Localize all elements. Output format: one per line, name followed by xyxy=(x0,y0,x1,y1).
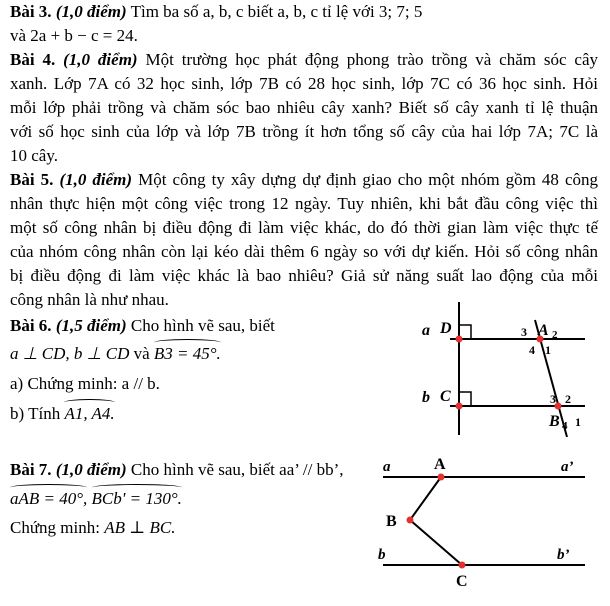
bai3-points: (1,0 điểm) xyxy=(55,2,127,21)
bai6-points: (1,5 điểm) xyxy=(55,316,127,335)
point-c xyxy=(456,403,463,410)
bai3-line1 xyxy=(10,0,422,24)
bai7-prove-label: Chứng minh: xyxy=(10,518,100,537)
bai7-prove xyxy=(10,516,175,540)
fig6-num-3-top: 3 xyxy=(521,325,527,339)
fig6-num-2-bot: 2 xyxy=(565,392,571,406)
bai3-line2 xyxy=(10,24,138,48)
bai4-points: (1,0 điểm) xyxy=(63,50,138,69)
bai5-line4: của nhóm công nhân còn lại kéo dài thêm 6 ngày so với dự kiến. Hỏi số công nhân xyxy=(10,242,598,261)
fig6-label-c: C xyxy=(440,388,451,405)
fig6-label-B: B xyxy=(549,413,560,430)
bai7-angle-bcb: BCb' = 130°. xyxy=(92,487,182,511)
bai7-points: (1,0 điểm) xyxy=(55,460,127,479)
fig7-label-B: B xyxy=(386,513,397,530)
point-b xyxy=(407,517,414,524)
fig7-label-a-prime: a’ xyxy=(561,459,574,475)
point-a xyxy=(438,474,445,481)
bai4-line3: mỗi lớp phải trồng và chăm sóc bao nhiêu cây xanh? Biết số cây xanh tỉ lệ thuận xyxy=(10,98,598,117)
bai7-angle-aab: aAB = 40°, xyxy=(10,487,87,511)
bai5-line1 xyxy=(10,168,598,192)
bai4-label: Bài 4. xyxy=(10,50,56,69)
bai6-intro: Cho hình vẽ sau, biết xyxy=(130,316,275,335)
fig6-label-a: a xyxy=(422,322,430,339)
bai5-label: Bài 5. xyxy=(10,170,54,189)
figure-bai7 xyxy=(375,455,600,590)
fig6-label-B-sub: 4 xyxy=(562,420,568,432)
segment-ab xyxy=(410,477,441,520)
bai6-angles-a1-a4: A1, A4. xyxy=(64,402,114,426)
bai3-text-1: Tìm ba số a, b, c biết a, b, c tỉ lệ với 3; 7; 5 xyxy=(130,2,423,21)
bai6-line1 xyxy=(10,314,275,338)
bai3-text-2: và 2a + b − c = 24. xyxy=(10,26,138,45)
fig6-label-A: A xyxy=(538,322,549,339)
bai6-part-a: a) Chứng minh: a // b. xyxy=(10,374,160,393)
bai6-cond-and: và xyxy=(133,344,150,363)
bai4-text-1: Một trường học phát động phong trào trồng và chăm sóc cây xyxy=(145,50,599,69)
bai3-label: Bài 3. xyxy=(10,2,52,21)
bai6-conditions xyxy=(10,342,221,366)
segment-bc xyxy=(410,520,462,565)
bai5-line2: nhân thực hiện một công việc trong 12 ngày. Tuy nhiên, khi bắt đầu công việc thì xyxy=(10,194,598,213)
bai4-line1 xyxy=(10,48,598,72)
bai5-points: (1,0 điểm) xyxy=(59,170,133,189)
bai4-line2: xanh. Lớp 7A có 32 học sinh, lớp 7B có 28 học sinh, lớp 7C có 36 học sinh. Hỏi xyxy=(10,74,598,93)
bai6-part-b: b) Tính A1, A4. xyxy=(10,402,115,426)
fig7-label-b: b xyxy=(378,547,386,563)
bai7-line1 xyxy=(10,458,344,482)
fig7-label-C: C xyxy=(456,573,468,590)
bai5-line6: công nhân là như nhau. xyxy=(10,290,169,309)
point-c xyxy=(459,562,466,569)
fig6-label-d: D xyxy=(440,320,452,337)
fig6-num-1-bot: 1 xyxy=(575,415,581,429)
fig7-label-b-prime: b’ xyxy=(557,547,570,563)
point-d xyxy=(456,336,463,343)
bai7-label: Bài 7. xyxy=(10,460,52,479)
bai6-cond-perp: a ⊥ CD, b ⊥ CD xyxy=(10,344,130,363)
bai7-prove-stmt: AB ⊥ BC. xyxy=(104,518,176,537)
fig6-num-3-bot: 3 xyxy=(550,392,556,406)
figure-bai6 xyxy=(420,302,590,437)
fig7-label-A: A xyxy=(434,456,446,473)
bai4-line4: với số học sinh của lớp và lớp 7B trồng ít hơn tổng số cây của hai lớp 7A; 7C là xyxy=(10,122,598,141)
bai6-angle-b3: B3 = 45°. xyxy=(154,342,221,366)
bai7-intro: Cho hình vẽ sau, biết aa’ // bb’, xyxy=(130,460,344,479)
fig6-num-1-top: 1 xyxy=(545,343,551,357)
fig6-label-b: b xyxy=(422,389,430,406)
fig7-label-a: a xyxy=(383,459,391,475)
bai5-line3: một số công nhân bị điều động đi làm việc khác, do đó thời gian làm việc thực tế xyxy=(10,218,598,237)
bai6-label: Bài 6. xyxy=(10,316,52,335)
bai4-line5: 10 cây. xyxy=(10,146,58,165)
fig6-num-4-top: 4 xyxy=(529,343,535,357)
bai5-line5: bị điều động đi làm việc khác là bao nhiêu? Giả sử năng suất lao động của mỗi xyxy=(10,266,598,285)
bai5-text-1: Một công ty xây dựng dự định giao cho một nhóm gồm 48 công xyxy=(138,170,598,189)
fig6-label-A-sub: 2 xyxy=(552,329,558,341)
bai7-angles xyxy=(10,487,182,511)
